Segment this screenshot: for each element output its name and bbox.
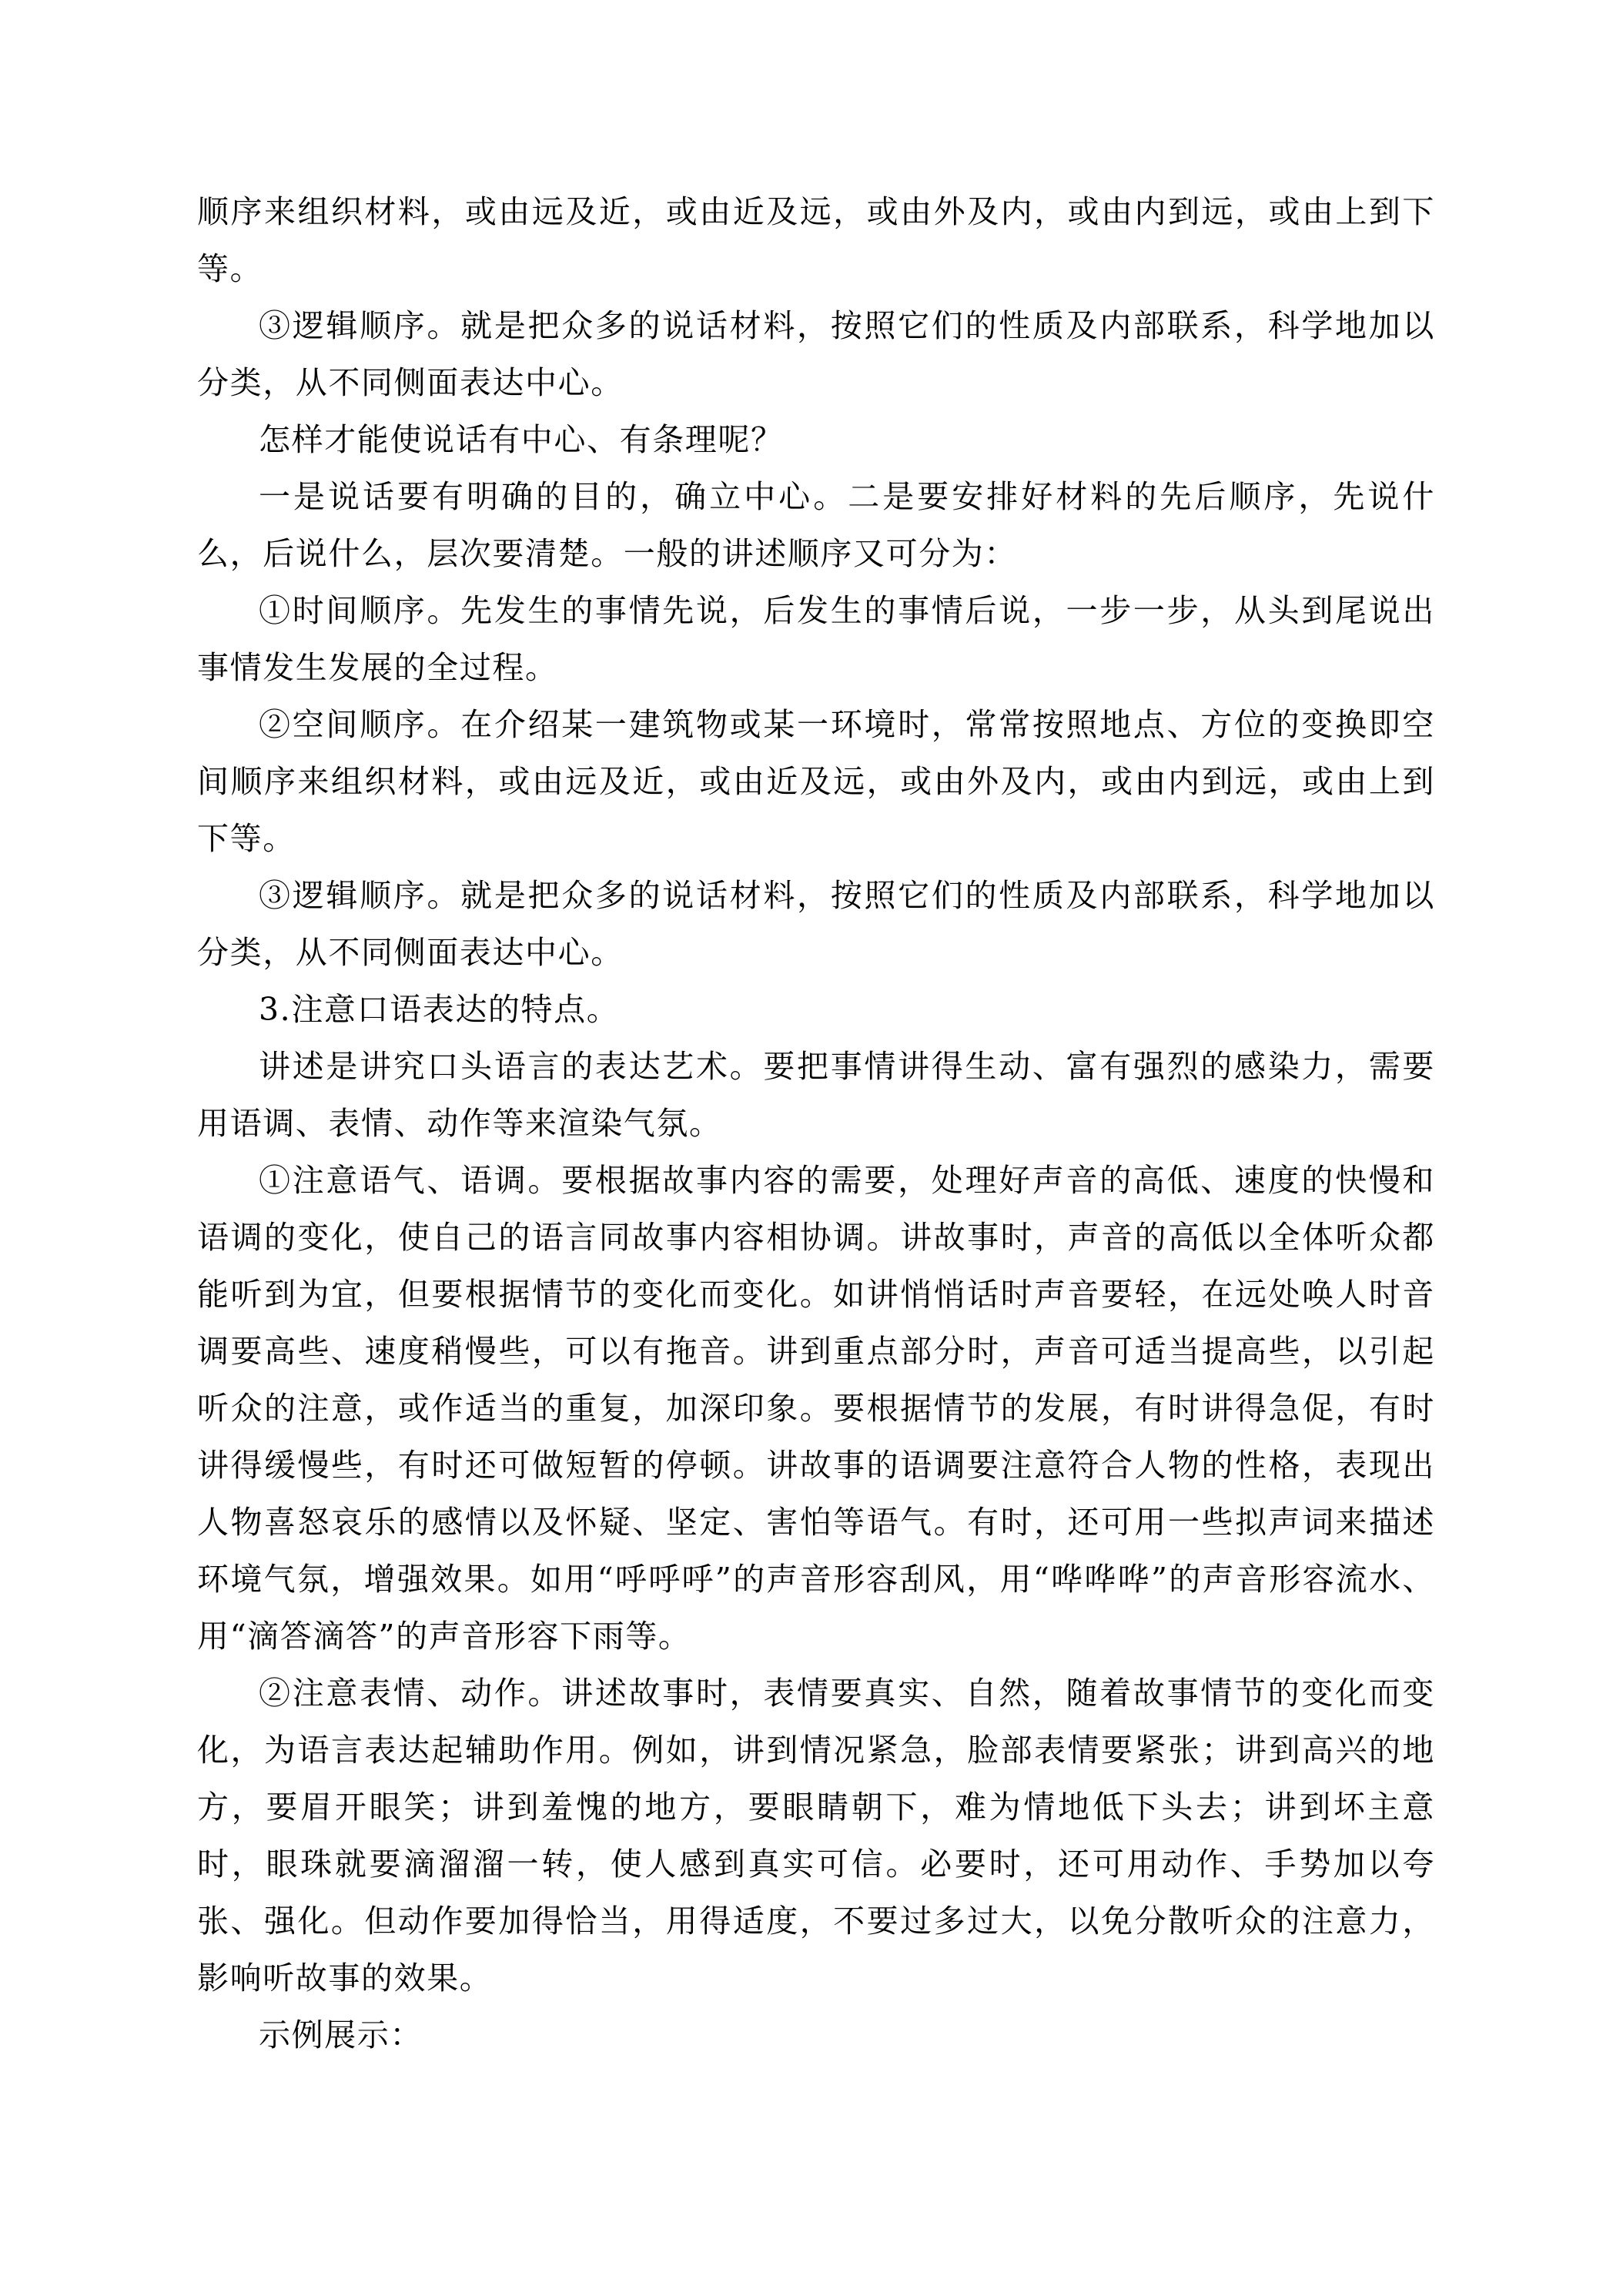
paragraph-tone: ①注意语气、语调。要根据故事内容的需要，处理好声音的高低、速度的快慢和语调的变化，使自己的语言同故事内容相协调。讲故事时，声音的高低以全体听众都能听到为宜，但要根据情节的变化而变化。如讲悄悄话时声音要轻，在远处唤人时音调要高些、速度稍慢些，可以有拖音。讲到重点部分时，声音可适当提高些，以引起听众的注意，或作适当的重复，加深印象。要根据情节的发展，有时讲得急促，有时讲得缓慢些，有时还可做短暂的停顿。讲故事的语调要注意符合人物的性格，表现出人物喜怒哀乐的感情以及怀疑、坚定、害怕等语气。有时，还可用一些拟声词来描述环境气氛，增强效果。如用“呼呼呼”的声音形容刮风，用“哗哗哗”的声音形容流水、用“滴答滴答”的声音形容下雨等。 <box>197 1162 1435 1655</box>
paragraph-logical-order: ③逻辑顺序。就是把众多的说话材料，按照它们的性质及内部联系，科学地加以分类，从不同侧面表达中心。 <box>197 307 1435 401</box>
paragraph-expression: ②注意表情、动作。讲述故事时，表情要真实、自然，随着故事情节的变化而变化，为语言表达起辅助作用。例如，讲到情况紧急，脸部表情要紧张；讲到高兴的地方，要眉开眼笑；讲到羞愧的地方，要眼睛朝下，难为情地低下头去；讲到坏主意时，眼珠就要滴溜溜一转，使人感到真实可信。必要时，还可用动作、手势加以夸张、强化。但动作要加得恰当，用得适度，不要过多过大，以免分散听众的注意力，影响听故事的效果。 <box>197 1675 1435 1996</box>
paragraph-space-order: ②空间顺序。在介绍某一建筑物或某一环境时，常常按照地点、方位的变换即空间顺序来组织材料，或由远及近，或由近及远，或由外及内，或由内到远，或由上到下等。 <box>197 706 1435 857</box>
paragraph-example-label: 示例展示： <box>259 2017 423 2053</box>
paragraph-logical-order-2: ③逻辑顺序。就是把众多的说话材料，按照它们的性质及内部联系，科学地加以分类，从不同侧面表达中心。 <box>197 877 1435 971</box>
paragraph-question: 怎样才能使说话有中心、有条理呢？ <box>259 421 784 458</box>
section-heading: 3.注意口语表达的特点。 <box>259 991 620 1028</box>
paragraph-narration-art: 讲述是讲究口头语言的表达艺术。要把事情讲得生动、富有强烈的感染力，需要用语调、表情、动作等来渲染气氛。 <box>197 1048 1435 1142</box>
paragraph-purpose: 一是说话要有明确的目的，确立中心。二是要安排好材料的先后顺序，先说什么，后说什么，层次要清楚。一般的讲述顺序又可分为： <box>197 478 1435 572</box>
document-page <box>197 183 1435 2063</box>
paragraph-continuation: 顺序来组织材料，或由远及近，或由近及远，或由外及内，或由内到远，或由上到下等。 <box>197 193 1435 287</box>
paragraph-time-order: ①时间顺序。先发生的事情先说，后发生的事情后说，一步一步，从头到尾说出事情发生发展的全过程。 <box>197 592 1435 686</box>
